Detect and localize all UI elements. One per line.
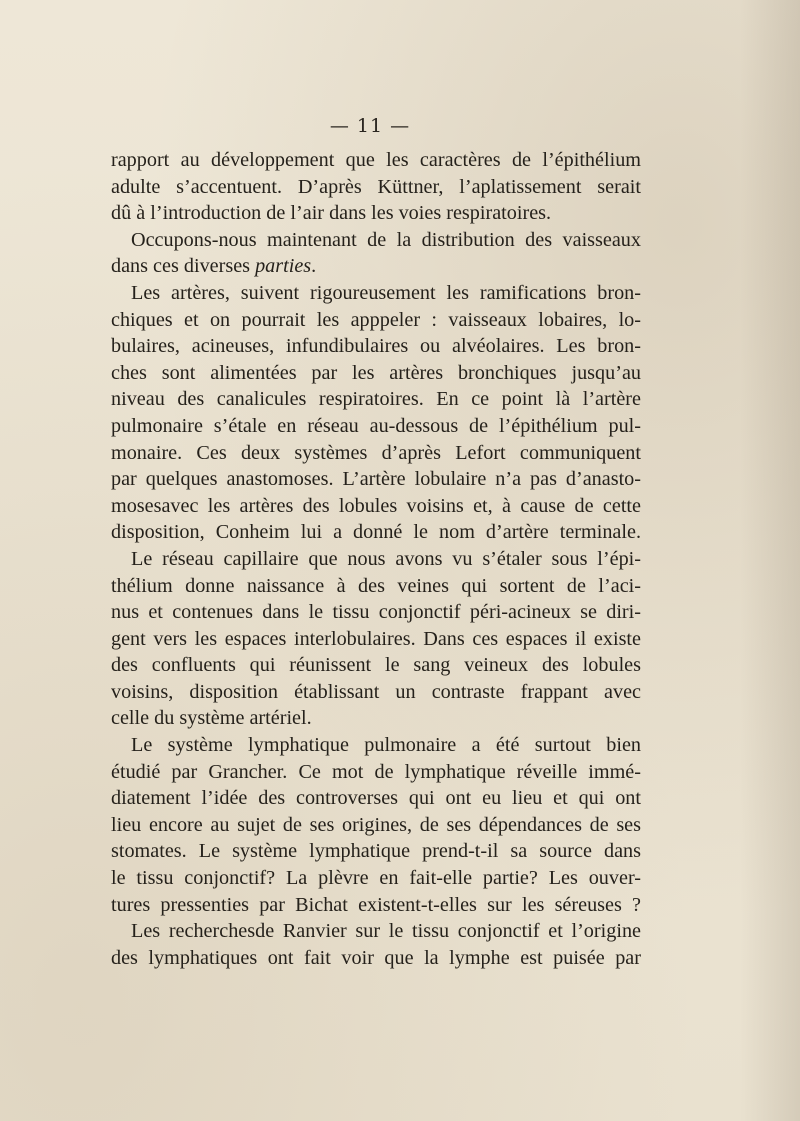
text-line: étudié par Grancher. Ce mot de lymphatique réveille immé- [111,760,641,783]
text-line: par quelques anastomoses. L’artère lobulaire n’a pas d’anasto- [111,468,641,491]
text-line: le tissu conjonctif? La plèvre en fait-elle partie? Les ouver- [111,867,641,890]
text-line: mosesavec les artères des lobules voisins et, à cause de cette [111,494,641,517]
text-segment: dans ces diverses [111,255,256,278]
page-edge-shadow [740,0,800,1121]
text-line: Les artères, suivent rigoureusement les ramifications bron- [131,281,641,304]
text-line: celle du système artériel. [111,707,312,730]
text-line: gent vers les espaces interlobulaires. Dans ces espaces il existe [111,627,641,650]
text-line: disposition, Conheim lui a donné le nom d’artère terminale. [111,521,641,544]
text-line: ches sont alimentées par les artères bronchiques jusqu’au [111,361,641,384]
text-line: thélium donne naissance à des veines qui sortent de l’aci- [111,574,641,597]
text-line [111,253,641,280]
text-line: adulte s’accentuent. D’après Küttner, l’aplatissement serait [111,175,641,198]
text-line: Le système lymphatique pulmonaire a été surtout bien [131,734,641,757]
text-line: chiques et on pourrait les apppeler : vaisseaux lobaires, lo- [111,308,641,331]
body-text [111,147,641,971]
text-line: dû à l’introduction de l’air dans les voies respiratoires. [111,202,552,225]
text-line: niveau des canalicules respiratoires. En ce point là l’artère [111,388,641,411]
page-number: — 11 — [329,115,411,137]
text-line: stomates. Le système lymphatique prend-t-il sa source dans [111,840,641,863]
text-line: monaire. Ces deux systèmes d’après Lefort communiquent [111,441,641,464]
text-line: pulmonaire s’étale en réseau au-dessous de l’épithélium pul- [111,414,641,437]
text-line: tures pressenties par Bichat existent-t-elles sur les séreuses ? [111,893,641,916]
text-line: des confluents qui réunissent le sang veineux des lobules [111,654,641,677]
text-line: diatement l’idée des controverses qui ont eu lieu et qui ont [111,787,641,810]
text-line: Le réseau capillaire que nous avons vu s’étaler sous l’épi- [131,547,641,570]
text-line: voisins, disposition établissant un contraste frappant avec [111,680,641,703]
text-line: lieu encore au sujet de ses origines, de ses dépendances de ses [111,813,641,836]
text-line: Occupons-nous maintenant de la distribution des vaisseaux [131,228,641,251]
text-line: nus et contenues dans le tissu conjonctif péri-acineux se diri- [111,601,641,624]
italic-word: parties [255,255,312,278]
text-line: Les recherchesde Ranvier sur le tissu conjonctif et l’origine [131,920,641,943]
text-line: bulaires, acineuses, infundibulaires ou alvéolaires. Les bron- [111,335,641,358]
text-line: rapport au développement que les caractères de l’épithélium [111,149,641,171]
text-line: des lymphatiques ont fait voir que la lymphe est puisée par [111,946,641,969]
text-segment: . [311,255,317,278]
